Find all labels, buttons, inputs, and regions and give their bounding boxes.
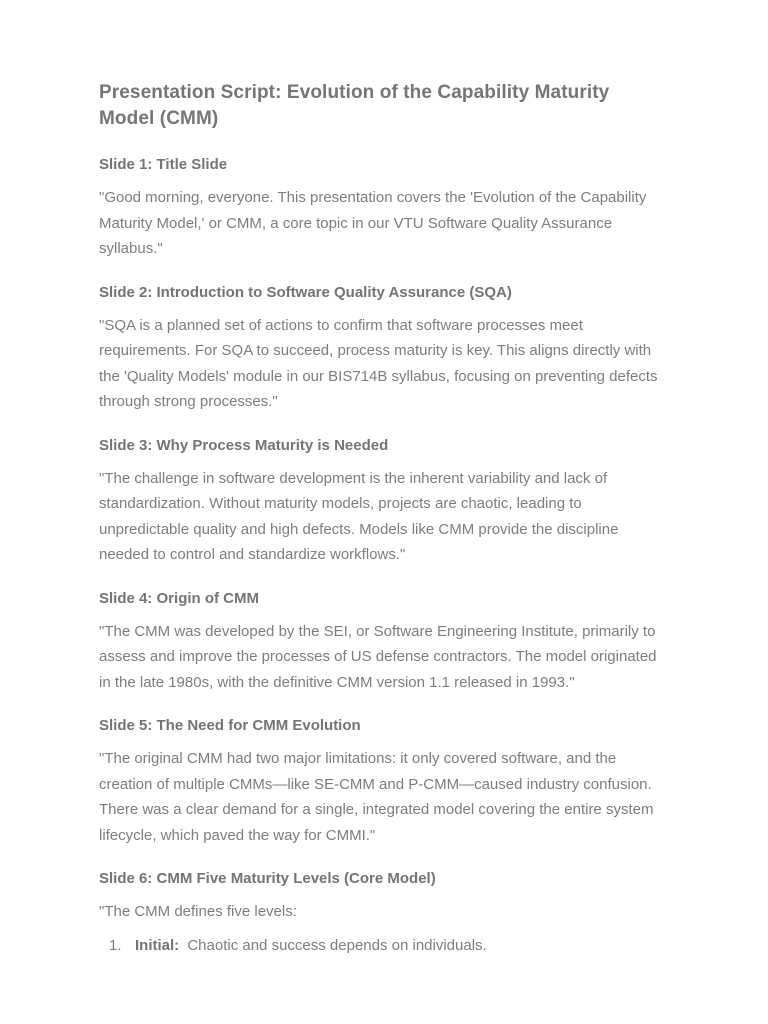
slide-script: "Good morning, everyone. This presentation covers the 'Evolution of the Capability Maturity Model,' or CMM, a core topic in our VTU Software Quality Assurance syllabus.": [99, 189, 647, 257]
level-name: Initial:: [135, 936, 180, 954]
list-item: [99, 933, 669, 958]
level-description: Chaotic and success depends on individuals.: [187, 936, 487, 954]
slide-heading: Slide 6: CMM Five Maturity Levels (Core Model): [99, 870, 436, 887]
slide-section-5: [99, 715, 669, 848]
slide-heading: Slide 1: Title Slide: [99, 156, 228, 173]
document-title: Presentation Script: Evolution of the Capability Maturity Model (CMM): [99, 82, 610, 129]
slide-heading: Slide 5: The Need for CMM Evolution: [99, 717, 361, 734]
slide-script: "The challenge in software development is the inherent variability and lack of standardization. Without maturity models, projects are chaotic, leading to unpredictable quality and high defects. Models like CMM provide the discipline needed to control and standardize workflows.": [99, 469, 619, 563]
slide-section-4: [99, 588, 669, 696]
slide-script: "The CMM was developed by the SEI, or Software Engineering Institute, primarily to assess and improve the processes of US defense contractors. The model originated in the late 1980s, with the definitive CMM version 1.1 released in 1993.": [99, 622, 657, 691]
slide-script: "The CMM defines five levels:: [99, 903, 297, 920]
maturity-levels-list: [99, 933, 669, 958]
slide-heading: Slide 4: Origin of CMM: [99, 589, 259, 607]
slide-section-6: [99, 868, 669, 958]
slide-section-1: [99, 154, 669, 262]
slide-section-2: [99, 282, 669, 415]
slide-script: "SQA is a planned set of actions to confirm that software processes meet requirements. For SQA to succeed, process maturity is key. This aligns directly with the 'Quality Models' module in our BIS714B syllabus, focusing on preventing defects through strong processes.": [99, 316, 658, 410]
list-item-number: 1.: [109, 936, 122, 954]
slide-heading: Slide 3: Why Process Maturity is Needed: [99, 436, 389, 454]
slide-script: "The original CMM had two major limitations: it only covered software, and the creation of multiple CMMs—like SE-CMM and P-CMM—caused industry confusion. There was a clear demand for a single, integrated model covering the entire system lifecycle, which paved the way for CMMI.": [99, 750, 654, 844]
slide-section-3: [99, 435, 669, 568]
slide-heading: Slide 2: Introduction to Software Quality Assurance (SQA): [99, 283, 512, 301]
